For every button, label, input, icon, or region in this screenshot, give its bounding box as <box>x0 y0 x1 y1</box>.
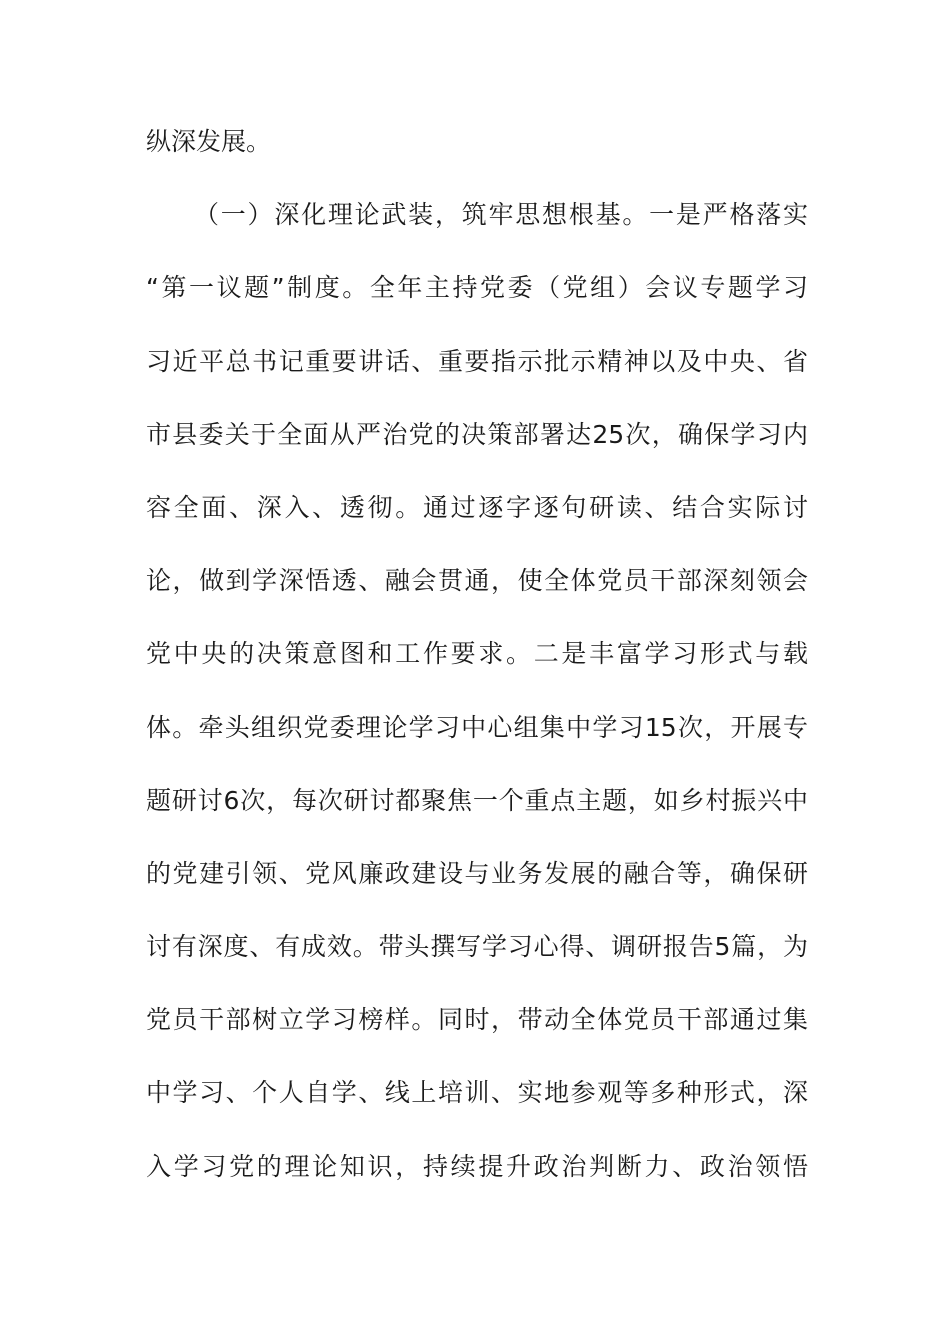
text-line: 的党建引领、党风廉政建设与业务发展的融合等，确保研 <box>146 858 808 888</box>
text-line: 讨有深度、有成效。带头撰写学习心得、调研报告5篇，为 <box>146 932 808 962</box>
text-line: 容全面、深入、透彻。通过逐字逐句研读、结合实际讨 <box>146 492 808 522</box>
text-line: 体。牵头组织党委理论学习中心组集中学习15次，开展专 <box>146 712 808 742</box>
text-line: “第一议题”制度。全年主持党委（党组）会议专题学习 <box>146 273 808 303</box>
text-line: 纵深发展。 <box>146 127 272 156</box>
body-text <box>146 120 808 1218</box>
text-line: 题研讨6次，每次研讨都聚焦一个重点主题，如乡村振兴中 <box>146 785 808 815</box>
text-line: 论，做到学深悟透、融会贯通，使全体党员干部深刻领会 <box>146 566 808 596</box>
text-line: 习近平总书记重要讲话、重要指示批示精神以及中央、省 <box>146 346 808 376</box>
text-line: 市县委关于全面从严治党的决策部署达25次，确保学习内 <box>146 419 808 449</box>
text-line: 入学习党的理论知识，持续提升政治判断力、政治领悟 <box>146 1151 808 1181</box>
text-line: 党中央的决策意图和工作要求。二是丰富学习形式与载 <box>146 639 808 669</box>
text-line: 中学习、个人自学、线上培训、实地参观等多种形式，深 <box>146 1078 808 1108</box>
section-heading-line: （一）深化理论武装，筑牢思想根基。一是严格落实 <box>194 200 808 230</box>
text-line: 党员干部树立学习榜样。同时，带动全体党员干部通过集 <box>146 1005 808 1035</box>
